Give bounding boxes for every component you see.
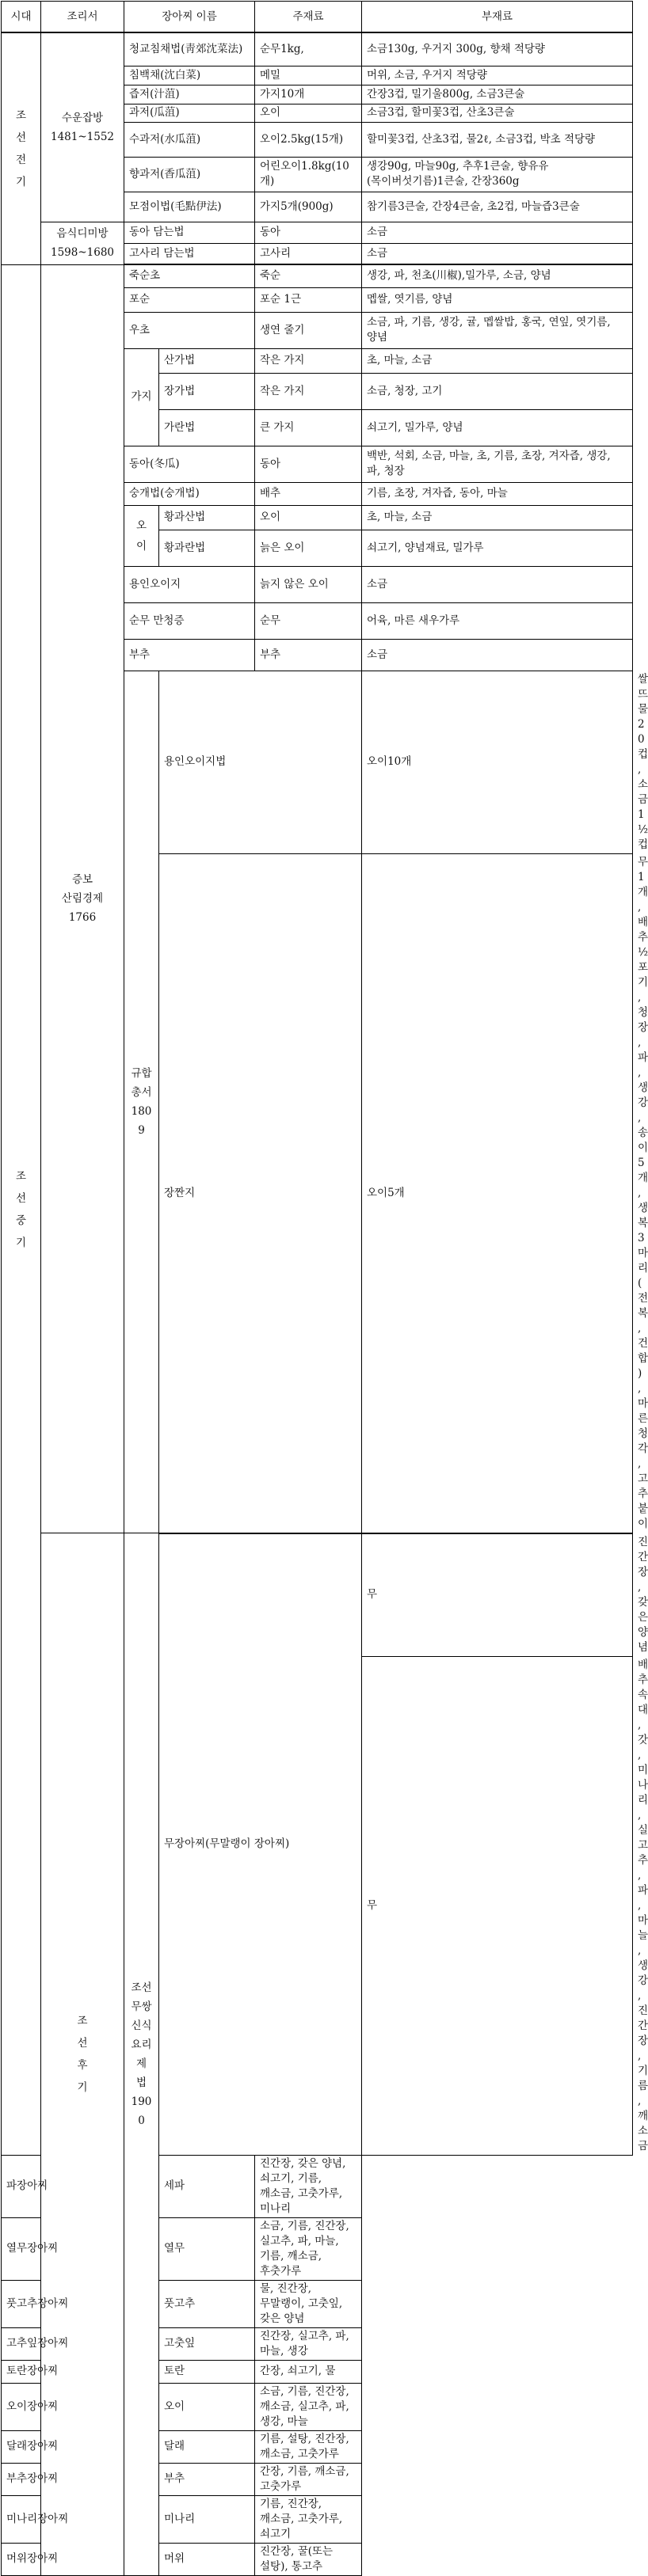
pickle-subname: 가란법 [159, 409, 255, 446]
main-ingredient: 오이5개 [362, 853, 633, 1533]
table-row: 무 배추 속대, 갓, 미나리, 실고추, 파, 마늘, 생강, 진간장, 기름, 깨소금 [2, 1656, 633, 2155]
table-row [2, 2495, 633, 2543]
sub-ingredients: 기름, 진간장, 깨소금, 고춧가루, 쇠고기 [255, 2495, 362, 2543]
sub-ingredients: 머위, 소금, 우거지 적당량 [362, 66, 633, 85]
sub-ingredients: 소금 [362, 566, 633, 602]
main-ingredient: 가지5개(900g) [255, 192, 362, 222]
table-row [2, 2280, 633, 2327]
table-row [2, 2383, 633, 2430]
sub-ingredients: 소금 [362, 639, 633, 671]
book-sallim: 증보 산림경제 1766 [41, 264, 124, 1533]
sub-ingredients: 간장3컵, 밀기울800g, 소금3큰술 [362, 85, 633, 104]
main-ingredient: 생연 줄기 [255, 312, 362, 348]
sub-ingredients: 물, 진간장, 무말랭이, 고춧잎, 갖은 양념 [255, 2280, 362, 2327]
pickle-name: 미나리장아찌 [2, 2495, 124, 2543]
sub-ingredients: 멥쌀, 엿기름, 양념 [362, 287, 633, 312]
table-row [2, 32, 633, 66]
main-ingredient: 고사리 [255, 243, 362, 264]
main-ingredient: 고춧잎 [159, 2327, 255, 2360]
main-ingredient: 달래 [159, 2430, 255, 2463]
sub-ingredients: 간장, 기름, 깨소금, 고춧가루 [255, 2463, 362, 2495]
sub-ingredients: 소금, 파, 기름, 생강, 귤, 멥쌀밥, 홍국, 연잎, 엿기름, 양념 [362, 312, 633, 348]
sub-ingredients: 소금 [362, 222, 633, 243]
pickle-name: 달래장아찌 [2, 2430, 124, 2463]
sub-ingredients: 소금130g, 우거지 300g, 향채 적당량 [362, 32, 633, 66]
main-ingredient: 풋고추 [159, 2280, 255, 2327]
pickle-name: 풋고추장아찌 [2, 2280, 124, 2327]
main-ingredient: 큰 가지 [255, 409, 362, 446]
main-ingredient: 배추 [255, 482, 362, 505]
pickle-name: 동아(冬瓜) [124, 446, 255, 482]
sub-ingredients: 참기름3큰술, 간장4큰술, 초2컵, 마늘즙3큰술 [362, 192, 633, 222]
table-row [2, 2155, 633, 2217]
pickle-name: 순무 만청증 [124, 602, 255, 639]
table-row [2, 222, 633, 243]
book-joseon: 조선무쌍 신식요리제 법 1900 [124, 1533, 159, 2576]
pickle-name: 용인오이지법 [159, 671, 362, 853]
pickle-name: 용인오이지 [124, 566, 255, 602]
sub-ingredients: 할미꽃3컵, 산초3컵, 물2ℓ, 소금3컵, 박초 적당량 [362, 122, 633, 157]
pickle-name: 모점이법(毛點伊法) [124, 192, 255, 222]
main-ingredient: 부추 [159, 2463, 255, 2495]
table-row [2, 2463, 633, 2495]
sub-ingredients: 소금 [362, 243, 633, 264]
pickle-name: 부추 [124, 639, 255, 671]
header-row [2, 2, 633, 33]
pickle-name: 토란장아찌 [2, 2360, 124, 2383]
table-row [2, 2327, 633, 2360]
pickle-name: 포순 [124, 287, 255, 312]
era-early: 조 선 전 기 [2, 32, 41, 264]
pickle-name: 무장아찌(무말랭이 장아찌) [159, 1533, 362, 2156]
pickle-name: 숭개법(숭개법) [124, 482, 255, 505]
main-ingredient: 오이10개 [362, 671, 633, 853]
sub-ingredients: 기름, 설탕, 진간장, 깨소금, 고춧가루 [255, 2430, 362, 2463]
pickle-subname: 장가법 [159, 373, 255, 409]
sub-ingredients: 백반, 석회, 소금, 마늘, 초, 기름, 초장, 겨자즙, 생강, 파, 청장 [362, 446, 633, 482]
main-ingredient: 작은 가지 [255, 348, 362, 373]
pickle-name: 고추잎장아찌 [2, 2327, 124, 2360]
main-ingredient: 오이2.5kg(15개) [255, 122, 362, 157]
sub-ingredients: 간장, 쇠고기, 물 [255, 2360, 362, 2383]
sub-ingredients: 진간장, 갖은 양념, 쇠고기, 기름, 깨소금, 고춧가루, 미나리 [255, 2155, 362, 2217]
table-row [2, 264, 633, 287]
table-row: 장짠지 오이5개 무1개, 배추½ 포기, 청장, 파, 생강, 송이5개, 생복3마리(전복, 건합), 마른청각, 고추붙이 [2, 853, 633, 1533]
table-row [2, 2360, 633, 2383]
main-ingredient: 메밀 [255, 66, 362, 85]
pickle-name: 장짠지 [159, 853, 362, 1533]
main-ingredient: 무 [362, 1533, 633, 1657]
main-ingredient: 동아 [255, 222, 362, 243]
main-ingredient: 작은 가지 [255, 373, 362, 409]
table-row: 조 선 후 기 조선무쌍 신식요리제 법 1900 무장아찌(무말랭이 장아찌) 무 진간장, 갖은 양념 [2, 1533, 633, 1657]
sub-ingredients: 소금, 기름, 진간장, 깨소금, 실고추, 파, 생강, 마늘 [255, 2383, 362, 2430]
main-ingredient: 포순 1근 [255, 287, 362, 312]
sub-ingredients: 쇠고기, 양념재료, 밀가루 [362, 530, 633, 566]
pickle-subname: 황과산법 [159, 505, 255, 530]
main-ingredient: 죽순 [255, 264, 362, 287]
pickle-name: 침백채(沈白菜) [124, 66, 255, 85]
group-oi: 오 이 [124, 505, 159, 566]
header-main: 주재료 [255, 2, 362, 33]
main-ingredient: 부추 [255, 639, 362, 671]
main-ingredient: 토란 [159, 2360, 255, 2383]
era-late: 조 선 후 기 [41, 1533, 124, 2576]
main-ingredient: 오이 [159, 2383, 255, 2430]
table-row: 규합총서 1809 용인오이지법 오이10개 쌀뜨물20컵, 소금1½ 컵 [2, 671, 633, 853]
main-ingredient: 늙지 않은 오이 [255, 566, 362, 602]
pickle-name: 수과저(水瓜菹) [124, 122, 255, 157]
main-ingredient: 순무1kg, [255, 32, 362, 66]
sub-ingredients: 진간장, 꿀(또는 설탕), 통고추 [255, 2543, 362, 2575]
pickle-name: 우초 [124, 312, 255, 348]
pickle-subname: 산가법 [159, 348, 255, 373]
sub-ingredients: 어육, 마른 새우가루 [362, 602, 633, 639]
table-row [2, 2430, 633, 2463]
sub-ingredients: 진간장, 실고추, 파, 마늘, 생강 [255, 2327, 362, 2360]
sub-ingredients: 소금, 청장, 고기 [362, 373, 633, 409]
table-row [2, 2217, 633, 2280]
pickle-name: 과저(瓜菹) [124, 104, 255, 122]
sub-ingredients: 생강, 파, 천초(川椒),밀가루, 소금, 양념 [362, 264, 633, 287]
sub-ingredients: 소금, 기름, 진간장, 실고추, 파, 마늘, 기름, 깨소금, 후춧가루 [255, 2217, 362, 2280]
pickle-name: 향과저(香瓜菹) [124, 157, 255, 192]
pickle-name: 청교침채법(靑郊沈菜法) [124, 32, 255, 66]
sub-ingredients: 소금3컵, 할미꽃3컵, 산초3큰술 [362, 104, 633, 122]
pickle-name: 열무장아찌 [2, 2217, 124, 2280]
pickle-name: 고사리 담는법 [124, 243, 255, 264]
main-ingredient: 오이 [255, 505, 362, 530]
main-ingredient: 열무 [159, 2217, 255, 2280]
header-name: 장아찌 이름 [124, 2, 255, 33]
main-ingredient: 늙은 오이 [255, 530, 362, 566]
main-ingredient: 머위 [159, 2543, 255, 2575]
pickle-name: 오이장아찌 [2, 2383, 124, 2430]
book-suun: 수운잡방 1481~1552 [41, 32, 124, 222]
header-era: 시대 [2, 2, 41, 33]
pickle-name: 머위장아찌 [2, 2543, 124, 2575]
table-row [2, 2543, 633, 2575]
pickle-table [1, 1, 648, 2576]
main-ingredient: 동아 [255, 446, 362, 482]
group-gaji: 가지 [124, 348, 159, 446]
main-ingredient: 미나리 [159, 2495, 255, 2543]
main-ingredient: 순무 [255, 602, 362, 639]
pickle-name: 파장아찌 [2, 2155, 124, 2217]
pickle-name: 즙저(汁菹) [124, 85, 255, 104]
sub-ingredients: 기름, 초장, 겨자즙, 동아, 마늘 [362, 482, 633, 505]
pickle-subname: 황과란법 [159, 530, 255, 566]
header-aux: 부재료 [362, 2, 633, 33]
main-ingredient: 오이 [255, 104, 362, 122]
main-ingredient: 가지10개 [255, 85, 362, 104]
main-ingredient: 무 [362, 1656, 633, 2155]
sub-ingredients: 생강90g, 마늘90g, 추후1큰술, 향유유(목이버섯기름)1큰술, 간장360g [362, 157, 633, 192]
era-middle: 조 선 중 기 [2, 264, 41, 2155]
main-ingredient: 어린오이1.8kg(10개) [255, 157, 362, 192]
main-ingredient: 세파 [159, 2155, 255, 2217]
sub-ingredients: 초, 마늘, 소금 [362, 505, 633, 530]
pickle-name: 죽순초 [124, 264, 255, 287]
sub-ingredients: 쇠고기, 밀가루, 양념 [362, 409, 633, 446]
header-book: 조리서 [41, 2, 124, 33]
pickle-name: 동아 담는법 [124, 222, 255, 243]
book-eumsik: 음식디미방 1598~1680 [41, 222, 124, 264]
book-gyuhap: 규합총서 1809 [124, 671, 159, 1533]
pickle-name: 부추장아찌 [2, 2463, 124, 2495]
sub-ingredients: 초, 마늘, 소금 [362, 348, 633, 373]
